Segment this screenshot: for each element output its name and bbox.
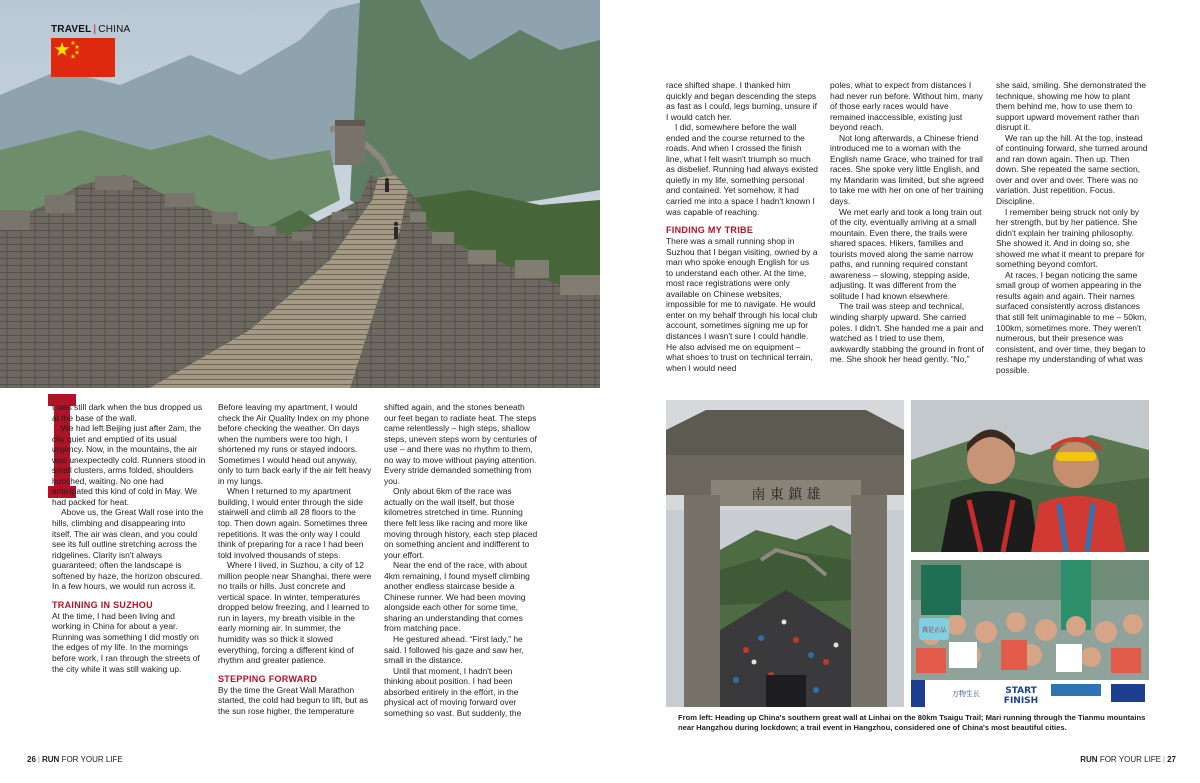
photo-banner-text: 万物生长 [952, 690, 980, 698]
photo-tianmu-selfie [911, 400, 1149, 552]
body-paragraph: Not long afterwards, a Chinese friend introduced me to a woman with the English name Grace, who trained for trail races. She spoke very little English, and my Mandarin was limited, but she agreed to take me with her on one of her training days. [830, 132, 984, 207]
photo-hangzhou-trail-event [911, 560, 1149, 707]
body-paragraph: We had left Beijing just after 2am, the city quiet and emptied of its usual urgency. Now, in the mountains, the air was unexpectedly cold. Runners stood in small clusters, arms folded, shoulders hunched, waiting. No one had anticipated this kind of cold in May. We had packed for heat. [52, 423, 206, 507]
body-paragraph: By the time the Great Wall Marathon started, the cold had begun to lift, but as the sun rose higher, the temperature [218, 684, 369, 716]
article-column-2 [218, 402, 372, 716]
article-column-5 [830, 80, 984, 365]
photo-caption: From left: Heading up China's southern great wall at Linhai on the 80km Tsaigu Trail; Mari running through the Tianmu mountains near Hangzhou during lockdown; a trail event in Hangzhou, considered one of China's most beautiful cities. [678, 713, 1146, 732]
body-paragraph: I remember being struck not only by her strength, but by her patience. She didn't explain her training philosophy. She showed it. And in doing so, she showed me what it meant to prepare for something beyond comfort. [996, 206, 1145, 270]
body-paragraph: He gestured ahead. “First lady,” he said. I followed his gaze and saw her, small in the distance. [384, 634, 524, 666]
drop-cap-letter: I [62, 454, 63, 455]
body-paragraph: poles, what to expect from distances I had never run before. Without him, many of those early races would have remained inaccessible, existing just beyond reach. [830, 80, 983, 133]
body-paragraph: t was still dark when the bus dropped us at the base of the wall. [52, 402, 203, 423]
body-paragraph: Where I lived, in Suzhou, a city of 12 million people near Shanghai, there were no trails or hills. Just concrete and vertical space. In winter, temperatures dropped below freezing, and I learned to run in layers, my breath visible in the early morning air. In summer, the humidity was so thick it slowed everything, forcing a different kind of rhythm and greater patience. [218, 560, 372, 666]
folio-separator: | [1163, 755, 1166, 764]
folio-left [27, 755, 123, 765]
article-column-6 [996, 80, 1150, 375]
section-heading: STEPPING FORWARD [218, 673, 318, 684]
section-label: TRAVEL [51, 24, 92, 35]
body-paragraph: When I returned to my apartment building, I would enter through the side stairwell and climb all 28 floors to the top. Then down again. Sometimes three repetitions. It was the only way I could think of preparing for a race I had been told involved thousands of steps. [218, 486, 368, 560]
body-paragraph: The trail was steep and technical, winding sharply upward. She carried poles. I didn't. She handed me a pair and watched as I tried to use them, awkwardly stabbing the ground in front of me. She shook her head gently. “No,” [830, 301, 984, 365]
section-separator: | [93, 24, 97, 35]
body-paragraph: Near the end of the race, with about 4km remaining, I found myself climbing another endless staircase beside a Chinese runner. We had been moving alongside each other for some time, sharing an understanding that comes from matching pace. [384, 560, 530, 634]
body-paragraph: We met early and took a long train out of the city, eventually arriving at a small mountain. Even there, the trails were shared spaces. Hikers, families and tourists moved along the same narrow paths, and running required constant awareness – slowing, stepping aside, adjusting. It was different from the solitude I had known elsewhere. [830, 206, 982, 301]
body-paragraph: shifted again, and the stones beneath our feet began to radiate heat. The steps came relentlessly – high steps, shallow steps, uneven steps worn by centuries of use – and there was no rhythm to them, no way to move without paying attention. Every stride demanded something from you. [384, 402, 537, 486]
section-tag [51, 24, 130, 36]
folio-separator: | [37, 755, 40, 764]
body-paragraph: race shifted shape. I thanked him quickly and began descending the steps as fast as I could, legs burning, unsure if I would catch her. [666, 80, 818, 122]
body-paragraph: At the time, I had been living and working in China for about a year. Running was something I did mostly on the edges of my life. In the mornings before work, I ran through the streets of the city while it was still waking up. [52, 610, 200, 674]
folio-right [1080, 755, 1176, 765]
body-paragraph: We ran up the hill. At the top, instead of continuing forward, she turned around and ran down again. Then up. Then down. She repeated the same section, over and over and over. There was no variation. Just repetition. Focus. Discipline. [996, 132, 1148, 207]
body-paragraph: At races, I began noticing the same small group of women appearing in the results again and again. Their names surfaced consistently across distances that still felt unimaginable to me – 50km, 100km, sometimes more. They weren't numerous, but their presence was consistent, and over time, they began to reshape my understanding of what was possible. [996, 269, 1147, 375]
article-column-3 [384, 402, 538, 718]
body-paragraph: There was a small running shop in Suzhou that I began visiting, owned by a man who spoke enough English for us to understand each other. At the time, most race registrations were only available on Chinese websites, impossible for me to navigate. He would enter on my behalf through his local club account, sometimes signing me up for distances I wasn't sure I could handle. He also advised me on equipment – what shoes to trust on technical terrain, when I would need [666, 236, 818, 373]
section-heading: TRAINING IN SUZHOU [52, 599, 153, 610]
body-paragraph: she said, smiling. She demonstrated the technique, showing me how to plant them behind me, how to use them to support upward movement rather than disrupt it. [996, 80, 1147, 133]
body-paragraph: I did, somewhere before the wall ended and the course returned to the roads. And when I crossed the finish line, what I felt wasn't triumph so much as disbelief. Running had always existed quietly in my life, something personal and contained. Yet somehow, it had carried me into a space I hadn't known I was capable of reaching. [666, 122, 818, 217]
body-paragraph: Before leaving my apartment, I would check the Air Quality Index on my phone before checking the weather. On days when the numbers were too high, I shortened my runs or stayed indoors. Sometimes I would head out anyway, only to turn back early if the air felt heavy in my lungs. [218, 402, 372, 486]
page-number-left: 26 [27, 755, 36, 764]
china-flag-icon [51, 38, 115, 77]
article-column-1 [52, 402, 206, 674]
folio-mag-bold-left: RUN [41, 755, 60, 764]
folio-mag-bold-right: RUN [1080, 755, 1098, 764]
page-number-right: 27 [1167, 755, 1176, 764]
banner-finish-text: FINISH [1003, 696, 1039, 706]
photo-card-text: 我是正品 [921, 627, 947, 634]
section-heading: FINDING MY TRIBE [666, 225, 754, 236]
article-column-4 [666, 80, 818, 373]
folio-mag-rest-right: FOR YOUR LIFE [1097, 755, 1162, 764]
body-paragraph: Until that moment, I hadn't been thinking about position. I had been absorbed entirely in the effort, in the physical act of moving forward over something so vast. But suddenly, the [384, 665, 522, 718]
gate-sign-text: 南 東 鎮 雄 [751, 487, 821, 503]
banner-start-text: START [1005, 686, 1037, 696]
photo-linhai-gate [666, 400, 904, 707]
folio-mag-rest-left: FOR YOUR LIFE [59, 755, 123, 764]
body-paragraph: Above us, the Great Wall rose into the hills, climbing and disappearing into itself. The air was clean, and you could see its full outline stretching across the ridgelines. Clarity isn't always guaranteed; often the landscape is softened by haze, the horizon obscured. In a few hours, we would run across it. [52, 507, 204, 592]
body-paragraph: Only about 6km of the race was actually on the wall itself, but those kilometres stretched in time. Running there felt less like racing and more like moving through history, each step placed on something ancient and indifferent to your effort. [384, 486, 538, 560]
section-sublabel: CHINA [98, 24, 131, 35]
